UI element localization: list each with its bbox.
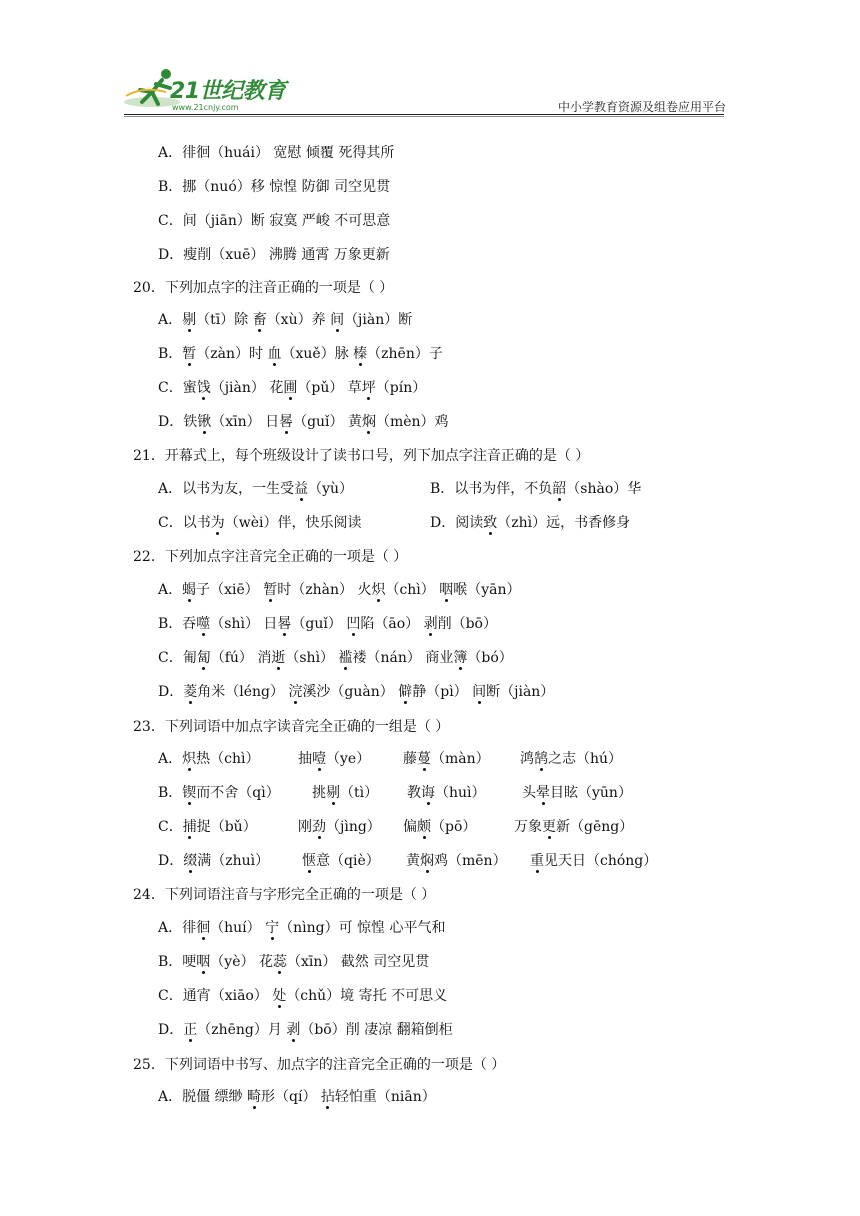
q24-option-a: A．徘徊（huí） 宁（nìng）可 惊惶 心平气和 [158,920,446,936]
q24-stem: 24．下列词语注音与字形完全正确的一项是（ ） [133,887,436,903]
q23-stem: 23．下列词语中加点字读音完全正确的一组是（ ） [133,719,450,735]
q23-option-b: B．锲而不舍（qì） 挑剔（tì） 教诲（huì） 头晕目眩（yūn） [158,785,632,801]
header-rule-thin [124,116,724,117]
q20-option-b: B．暂（zàn）时 血（xuě）脉 榛（zhēn）子 [158,346,443,362]
q21-option-a: A．以书为友，一生受益（yù） [158,481,354,497]
q23-option-a: A．炽热（chì） 抽噎（ye） 藤蔓（màn） 鸿鹄之志（hú） [158,751,623,767]
q19-option-c: C．间（jiān）断 寂寞 严峻 不可思意 [158,213,391,229]
q21-option-b: B．以书为伴，不负韶（shào）华 [430,481,642,497]
logo-url: www.21cnjy.com [172,103,239,112]
q22-option-b: B．吞噬（shì） 日晷（guǐ） 凹陷（āo） 剥削（bō） [158,616,497,632]
q22-stem: 22．下列加点字注音完全正确的一项是（ ） [133,549,408,565]
q23-option-d: D．缀满（zhuì） 惬意（qiè） 黄焖鸡（mēn） 重见天日（chóng） [158,853,658,869]
q20-stem: 20．下列加点字的注音正确的一项是（ ） [133,280,394,296]
q19-option-b: B．挪（nuó）移 惊惶 防御 司空见贯 [158,179,391,195]
q24-option-d: D．正（zhēng）月 剥（bō）削 凄凉 翻箱倒柜 [158,1022,453,1038]
q25-option-a: A．脱僵 缥缈 畸形（qí） 拈轻怕重（niān） [158,1089,436,1105]
q20-option-d: D．铁锹（xīn） 日晷（guǐ） 黄焖（mèn）鸡 [158,414,449,430]
q23-option-c: C．捕捉（bǔ） 刚劲（jìng） 偏颇（pō） 万象更新（gēng） [158,819,634,835]
platform-title: 中小学教育资源及组卷应用平台 [557,100,726,114]
q19-option-a: A．徘徊（huái） 宽慰 倾覆 死得其所 [158,145,395,161]
q20-option-a: A．剔（tī）除 畜（xù）养 间（jiàn）断 [158,312,413,328]
q21-option-d: D．阅读致（zhì）远，书香修身 [430,515,631,531]
logo-text: 21世纪教育 [170,79,286,104]
q21-stem: 21．开幕式上，每个班级设计了读书口号，列下加点字注音正确的是（ ） [133,448,590,464]
header-rule [124,114,724,115]
q19-option-d: D．瘦削（xuē） 沸腾 通霄 万象更新 [158,247,390,263]
q22-option-d: D．菱角米（léng） 浣溪沙（guàn） 僻静（pì） 间断（jiàn） [158,684,555,700]
q20-option-c: C．蜜饯（jiàn） 花圃（pǔ） 草坪（pín） [158,380,427,396]
q21-option-c: C．以书为（wèi）伴，快乐阅读 [158,515,362,531]
page-header [0,0,860,120]
q22-option-a: A．蝎子（xiē） 暂时（zhàn） 火炽（chì） 咽喉（yān） [158,582,521,598]
q24-option-b: B．哽咽（yè） 花蕊（xīn） 截然 司空见贯 [158,954,430,970]
q24-option-c: C．通宵（xiāo） 处（chǔ）境 寄托 不可思义 [158,988,448,1004]
q22-option-c: C．匍匐（fú） 消逝（shì） 褴褛（nán） 商业簿（bó） [158,650,513,666]
q25-stem: 25．下列词语中书写、加点字的注音完全正确的一项是（ ） [133,1057,506,1073]
